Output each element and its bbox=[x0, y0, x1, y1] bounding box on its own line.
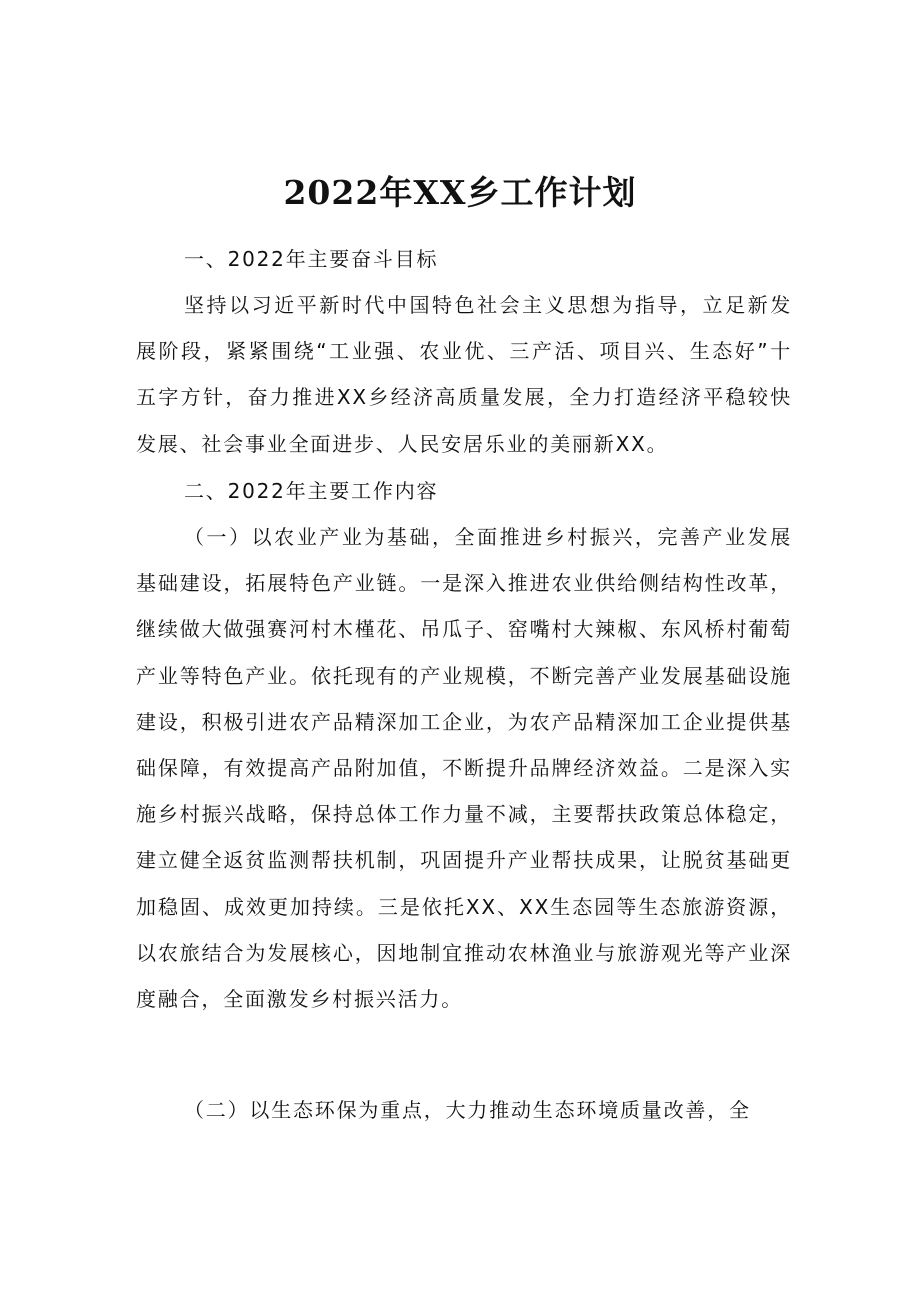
paragraph-agriculture: （一）以农业产业为基础，全面推进乡村振兴，完善产业发展基础建设，拓展特色产业链。一是深入推进农业供给侧结构性改革，继续做大做强赛河村木槿花、吊瓜子、窑嘴村大辣椒、东风桥村葡萄产业等特色产业。依托现有的产业规模，不断完善产业发展基础设施建设，积极引进农产品精深加工企业，为农产品精深加工企业提供基础保障，有效提高产品附加值，不断提升品牌经济效益。二是深入实施乡村振兴战略，保持总体工作力量不减，主要帮扶政策总体稳定，建立健全返贫监测帮扶机制，巩固提升产业帮扶成果，让脱贫基础更加稳固、成效更加持续。三是依托XX、XX生态园等生态旅游资源，以农旅结合为发展核心，因地制宜推动农林渔业与旅游观光等产业深度融合，全面激发乡村振兴活力。 bbox=[136, 525, 792, 1012]
section-heading-2: 二、2022年主要工作内容 bbox=[184, 479, 439, 503]
document-title: 2022年XX乡工作计划 bbox=[283, 173, 637, 212]
paragraph-goals: 坚持以习近平新时代中国特色社会主义思想为指导，立足新发展阶段，紧紧围绕“工业强、农业优、三产活、项目兴、生态好”十五字方针，奋力推进XX乡经济高质量发展，全力打造经济平稳较快发展、社会事业全面进步、人民安居乐业的美丽新XX。 bbox=[136, 293, 792, 456]
section-heading-1: 一、2022年主要奋斗目标 bbox=[184, 247, 439, 271]
paragraph-ecology: （二）以生态环保为重点，大力推动生态环境质量改善，全 bbox=[184, 1098, 751, 1122]
